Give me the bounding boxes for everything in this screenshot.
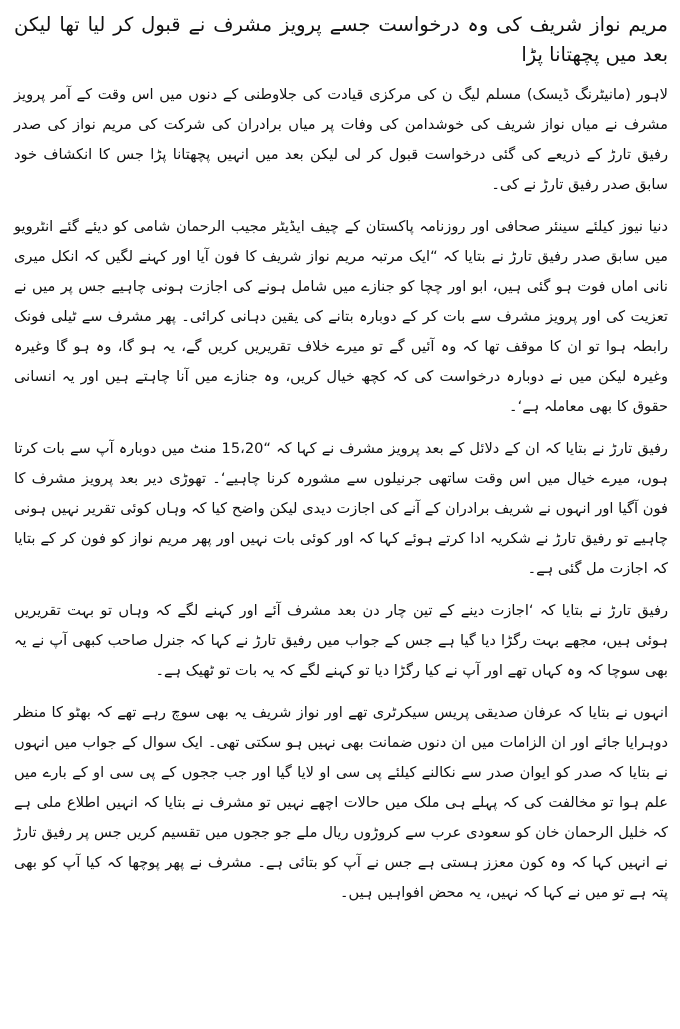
article-paragraph: رفیق تارڑ نے بتایا کہ ‘اجازت دینے کے تین چار دن بعد مشرف آئے اور کہنے لگے کہ وہاں تو بہت تقریریں ہوئی ہیں، مجھے بہت رگڑا دیا گیا ہے جس کے جواب میں رفیق تارڑ نے کہا کہ جنرل صاحب کبھی آپ نے یہ بھی سوچا کہ وہ کہاں تھے اور آپ نے کیا رگڑا دیا تو کہنے لگے کہ یہ بات تو ٹھیک ہے۔ [14,602,668,679]
article-paragraph: انہوں نے بتایا کہ عرفان صدیقی پریس سیکرٹری تھے اور نواز شریف یہ بھی سوچ رہے تھے کہ بھٹو کا منظر دوہرایا جائے اور ان الزامات میں ان دنوں ضمانت بھی نہیں ہو سکتی تھی۔ ایک سوال کے جواب میں انہوں نے بتایا کہ صدر کو ایوان صدر سے نکالنے کیلئے پی سی او لایا گیا اور جب ججوں کے پی سی او کے بارے میں علم ہوا تو مخالفت کی کہ پہلے ہی ملک میں حالات اچھے نہیں تو مشرف نے بتایا کہ انہیں اطلاع ملی ہے کہ خلیل الرحمان خان کو سعودی عرب سے کروڑوں ریال ملے جو ججوں میں تقسیم کریں جس پر رفیق تارڑ نے انہیں کہا کہ وہ کون معزز ہستی ہے جس نے آپ کو بتائی ہے۔ مشرف نے پھر پوچھا کہ کیا آپ کو بھی پتہ ہے تو میں نے کہا کہ نہیں، یہ محض افواہیں ہیں۔ [14,704,668,901]
article-paragraph: لاہور (مانیٹرنگ ڈیسک) مسلم لیگ ن کی مرکزی قیادت کی جلاوطنی کے دنوں میں اس وقت کے آمر پرویز مشرف نے میاں نواز شریف کی خوشدامن کی وفات پر میاں برادران کی شرکت کی مریم نواز کی صدر رفیق تارڑ کے ذریعے کی گئی درخواست قبول کر لی لیکن بعد میں انہیں پچھتانا پڑا جس کا انکشاف خود سابق صدر رفیق تارڑ نے کی۔ [14,86,668,193]
article-headline: مریم نواز شریف کی وہ درخواست جسے پرویز مشرف نے قبول کر لیا تھا لیکن بعد میں پچھتانا پڑا [14,13,668,66]
article-paragraph: رفیق تارڑ نے بتایا کہ ان کے دلائل کے بعد پرویز مشرف نے کہا کہ “15،20 منٹ میں دوبارہ آپ سے بات کرتا ہوں، میرے خیال میں اس وقت ساتھی جرنیلوں سے مشورہ کرنا چاہیے‘۔ تھوڑی دیر بعد پرویز مشرف کا فون آگیا اور انہوں نے شریف برادران کے آنے کی اجازت دیدی لیکن واضح کیا کہ وہاں کوئی تقریر نہیں ہونی چاہیے تو رفیق تارڑ نے شکریہ ادا کرتے ہوئے کہا کہ اور کوئی بات نہیں اور پھر مریم نواز کو فون کر کے بتایا کہ اجازت مل گئی ہے۔ [14,440,668,577]
article-paragraph: دنیا نیوز کیلئے سینئر صحافی اور روزنامہ پاکستان کے چیف ایڈیٹر مجیب الرحمان شامی کو دیئے گئے انٹرویو میں سابق صدر رفیق تارڑ نے بتایا کہ “ایک مرتبہ مریم نواز شریف کا فون آیا اور کہنے لگیں کہ انکل میری نانی اماں فوت ہو گئی ہیں، ابو اور چچا کو جنازے میں شامل ہونے کی اجازت ہونی چاہیے جس پر میں نے تعزیت کی اور پرویز مشرف سے بات کر کے دوبارہ بتانے کی یقین دہانی کرائی۔ پھر مشرف سے ٹیلی فونک رابطہ ہوا تو ان کا موقف تھا کہ وہ آئیں گے تو میرے خلاف تقریریں کریں گے، یہ ہو گا، وہ ہو گا وغیرہ وغیرہ لیکن میں نے دوبارہ درخواست کی کہ کچھ خیال کریں، وہ جنازے میں آنا چاہتے ہیں اور یہ انسانی حقوق کا بھی معاملہ ہے‘۔ [14,218,668,415]
